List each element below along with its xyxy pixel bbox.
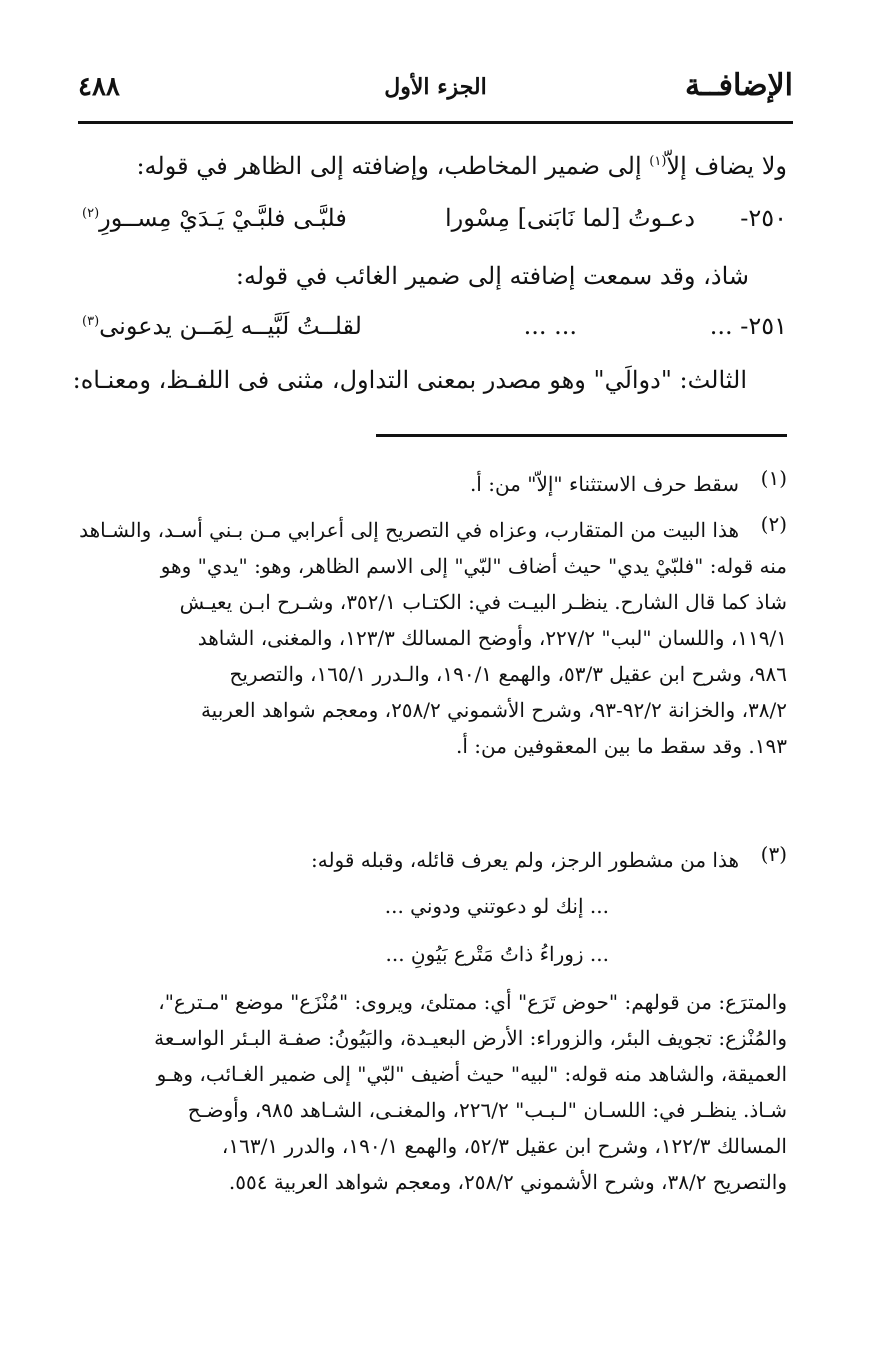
footnote-line: والتصريح ٣٨/٢، وشرح الأشموني ٢٥٨/٢، ومعجم شواهد العربية ٥٥٤. xyxy=(228,1170,787,1194)
footnote-ref: (٣) xyxy=(82,314,100,329)
main-text: إلى ضمير المخاطب، وإضافته إلى الظاهر في قوله: xyxy=(136,152,650,180)
header-rule xyxy=(78,121,793,124)
footnote-1 xyxy=(80,466,787,502)
page-number: ٤٨٨ xyxy=(78,72,120,102)
verse-251 xyxy=(82,312,787,352)
footnote-verse: ... زوراءُ ذاتُ مَتْرع بَيُونِ ... xyxy=(385,942,609,966)
verse-hemistich-first: دعـوتُ [لما نَابَنى] مِسْورا xyxy=(445,204,695,232)
main-text-line: شاذ، وقد سمعت إضافته إلى ضمير الغائب في قوله: xyxy=(235,262,749,290)
footnote-number: (٣) xyxy=(760,842,787,866)
footnote-line: شـاذ. ينظـر في: اللسـان "لـبـب" ٢٢٦/٢، والمغنـى، الشـاهد ٩٨٥، وأوضـح xyxy=(187,1098,787,1122)
footnote-line: ٩٨٦، وشرح ابن عقيل ٥٣/٣، والهمع ١٩٠/١، والـدرر ١٦٥/١، والتصريح xyxy=(229,662,787,686)
page-header xyxy=(78,66,793,114)
footnote-line: ١١٩/١، واللسان "لبب" ٢٢٧/٢، وأوضح المسالك ١٢٣/٣، والمغنى، الشاهد xyxy=(197,626,787,650)
footnote-ref: (١) xyxy=(649,154,667,169)
footnote-line: ٣٨/٢، والخزانة ٩٢/٢-٩٣، وشرح الأشموني ٢٥٨/٢، ومعجم شواهد العربية xyxy=(200,698,787,722)
verse-250 xyxy=(82,204,787,244)
footnote-3 xyxy=(80,842,787,878)
verse-hemistich-second: لقلــتُ لَبَّيــه لِمَــن يدعونى$^{(٣)}$ xyxy=(82,312,362,340)
footnote-verse: ... إنك لو دعوتني ودوني ... xyxy=(384,894,609,918)
footnote-line: شاذ كما قال الشارح. ينظـر البيـت في: الكتـاب ٣٥٢/١، وشـرح ابـن يعيـش xyxy=(179,590,787,614)
footnote-3-continuation xyxy=(80,984,787,1200)
footnote-line: منه قوله: "فلبّيْ يدي" حيث أضاف "لبّي" إلى الاسم الظاهر، وهو: "يدي" وهو xyxy=(160,554,787,578)
footnote-number: (١) xyxy=(760,466,787,490)
main-text: ولا يضاف إلاّ xyxy=(666,152,787,180)
footnote-ref: (٢) xyxy=(82,206,100,221)
verse-number: ٢٥١- ... xyxy=(709,312,787,340)
footnote-line: العميقة، والشاهد منه قوله: "لبيه" حيث أضيف "لبّي" إلى ضمير الغـائب، وهـو xyxy=(156,1062,787,1086)
footnote-text: هذا من مشطور الرجز، ولم يعرف قائله، وقبله قوله: xyxy=(311,848,739,872)
footnote-line: المسالك ١٢٢/٣، وشرح ابن عقيل ٥٢/٣، والهمع ١٩٠/١، والدرر ١٦٣/١، xyxy=(221,1134,787,1158)
main-text-line xyxy=(82,152,787,180)
footnote-number: (٢) xyxy=(760,512,787,536)
footnote-text: سقط حرف الاستثناء "إلاّ" من: أ. xyxy=(469,472,739,496)
footnote-line: والمترَع: من قولهم: "حوض تَرَع" أي: ممتلئ، ويروى: "مُنْزَع" موضع "مـترع"، xyxy=(158,990,787,1014)
verse-hemistich-second: فلبَّـى فلبَّـيْ يَـدَيْ مِســورِ$^{(٢)}$ xyxy=(82,204,347,232)
verse-hemistich-first: ... ... xyxy=(523,312,577,340)
footnote-line: والمُنْزع: تجويف البئر، والزوراء: الأرض البعيـدة، والبَيُونُ: صفـة البـئر الواسـعة xyxy=(154,1026,787,1050)
footnote-line: ١٩٣. وقد سقط ما بين المعقوفين من: أ. xyxy=(455,734,787,758)
footnote-line: هذا البيت من المتقارب، وعزاه في التصريح إلى أعرابي مـن بـني أسـد، والشـاهد xyxy=(79,518,739,542)
footnote-2 xyxy=(80,512,787,764)
part-label: الجزء الأول xyxy=(384,74,487,100)
verse-number: ٢٥٠- xyxy=(740,204,787,232)
footnote-rule xyxy=(376,434,787,437)
main-text-line: الثالث: "دوالَي" وهو مصدر بمعنى التداول، مثنى فى اللفـظ، ومعنـاه: xyxy=(72,366,747,394)
chapter-title: الإضافــة xyxy=(684,68,793,103)
